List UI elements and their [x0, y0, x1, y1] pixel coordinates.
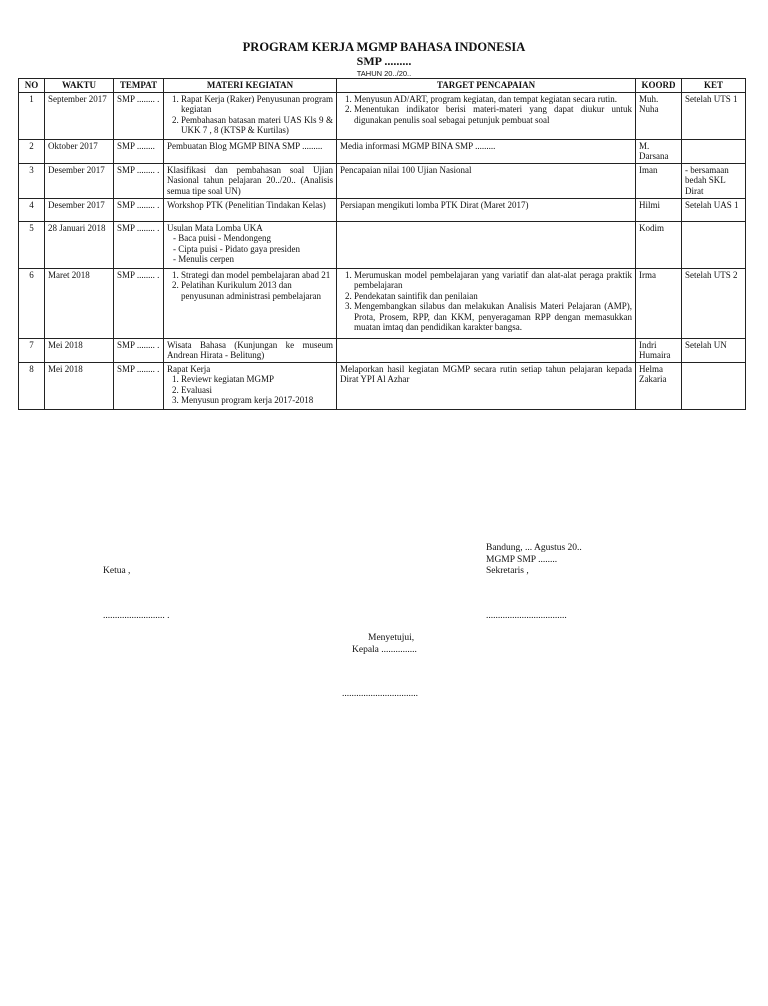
- cell-materi: Klasifikasi dan pembahasan soal Ujian Nasional tahun pelajaran 20../20.. (Analisis semua tipe soal UN): [164, 163, 337, 198]
- list-item: - Baca puisi - Mendongeng: [173, 233, 333, 244]
- cell-koord: Irma: [636, 268, 682, 338]
- cell-materi: Pembuatan Blog MGMP BINA SMP .........: [164, 139, 337, 163]
- header-koord: KOORD: [636, 79, 682, 93]
- cell-tempat: SMP ........ .: [114, 362, 164, 409]
- header-materi: MATERI KEGIATAN: [164, 79, 337, 93]
- cell-tempat: SMP ........: [114, 139, 164, 163]
- cell-koord: Iman: [636, 163, 682, 198]
- cell-materi: Wisata Bahasa (Kunjungan ke museum Andrean Hirata - Belitung): [164, 338, 337, 362]
- document-title: PROGRAM KERJA MGMP BAHASA INDONESIA: [242, 40, 526, 54]
- cell-waktu: Maret 2018: [45, 268, 114, 338]
- program-table: [18, 78, 746, 410]
- sekretaris-signature-line: ..................................: [486, 611, 567, 621]
- table-row: [19, 139, 746, 163]
- list-item: 2. Pembahasan batasan materi UAS Kls 9 & UKK 7 , 8 (KTSP & Kurtilas): [181, 115, 333, 136]
- cell-target: Persiapan mengikuti lomba PTK Dirat (Maret 2017): [337, 198, 636, 221]
- cell-koord: Kodim: [636, 221, 682, 268]
- list-item: 1. Reviewr kegiatan MGMP: [181, 374, 333, 385]
- table-row: [19, 92, 746, 139]
- table-row: [19, 198, 746, 221]
- cell-no: 4: [19, 198, 45, 221]
- cell-target: [337, 268, 636, 338]
- list-item: 2. Menentukan indikator berisi materi-materi yang dapat diukur untuk digunakan penulis soal sebagai petunjuk pembuat soal: [354, 104, 632, 125]
- signature-block-right: [486, 543, 582, 578]
- cell-no: 3: [19, 163, 45, 198]
- cell-no: 1: [19, 92, 45, 139]
- kepala-signature-line: ................................: [342, 689, 418, 699]
- cell-ket: Setelah UTS 1: [682, 92, 746, 139]
- cell-ket: Setelah UAS 1: [682, 198, 746, 221]
- cell-waktu: Desember 2017: [45, 163, 114, 198]
- list-item: 1. Rapat Kerja (Raker) Penyusunan program kegiatan: [181, 94, 333, 115]
- list-item: 1. Merumuskan model pembelajaran yang variatif dan alat-alat peraga praktik pembelajaran: [354, 270, 632, 291]
- cell-target: Pencapaian nilai 100 Ujian Nasional: [337, 163, 636, 198]
- cell-target: [337, 338, 636, 362]
- cell-target: [337, 221, 636, 268]
- list-item: - Cipta puisi - Pidato gaya presiden: [173, 244, 333, 255]
- cell-materi: [164, 92, 337, 139]
- cell-materi: [164, 362, 337, 409]
- cell-target: [337, 92, 636, 139]
- cell-waktu: Oktober 2017: [45, 139, 114, 163]
- list-item: 2. Pelatihan Kurikulum 2013 dan penyusunan administrasi pembelajaran: [181, 280, 333, 301]
- cell-no: 7: [19, 338, 45, 362]
- cell-no: 2: [19, 139, 45, 163]
- list-item: 2. Evaluasi: [181, 385, 333, 396]
- list-item: - Menulis cerpen: [173, 254, 333, 265]
- header-target: TARGET PENCAPAIAN: [337, 79, 636, 93]
- materi-heading: Usulan Mata Lomba UKA: [167, 222, 263, 233]
- cell-waktu: Mei 2018: [45, 338, 114, 362]
- header-ket: KET: [682, 79, 746, 93]
- list-item: - bersamaan bedah SKL Dirat: [685, 165, 742, 197]
- cell-tempat: SMP ........ .: [114, 92, 164, 139]
- list-item: 3. Mengembangkan silabus dan melakukan Analisis Materi Pelajaran (AMP), Prota, Prosem, RPP, dan KKM, penyeragaman RPP dengan memasukkan muatan imtaq dan pendidikan karakter bangsa.: [354, 301, 632, 333]
- cell-waktu: Mei 2018: [45, 362, 114, 409]
- cell-ket: [682, 163, 746, 198]
- cell-no: 6: [19, 268, 45, 338]
- cell-tempat: SMP ........ .: [114, 338, 164, 362]
- list-item: 1. Menyusun AD/ART, program kegiatan, dan tempat kegiatan secara rutin.: [354, 94, 632, 105]
- cell-ket: [682, 362, 746, 409]
- cell-tempat: SMP ........ .: [114, 221, 164, 268]
- cell-waktu: Desember 2017: [45, 198, 114, 221]
- list-item: 2. Pendekatan saintifik dan penilaian: [354, 291, 632, 302]
- materi-heading: Rapat Kerja: [167, 363, 211, 374]
- cell-koord: M. Darsana: [636, 139, 682, 163]
- cell-ket: [682, 221, 746, 268]
- sekretaris-label: Sekretaris ,: [486, 566, 529, 576]
- cell-waktu: September 2017: [45, 92, 114, 139]
- list-item: 3. Menyusun program kerja 2017-2018: [181, 395, 333, 406]
- kepala-label: Kepala ...............: [352, 645, 417, 655]
- cell-no: 8: [19, 362, 45, 409]
- document-subtitle: SMP .........: [356, 54, 412, 68]
- table-row: [19, 163, 746, 198]
- table-row: [19, 268, 746, 338]
- cell-ket: Setelah UTS 2: [682, 268, 746, 338]
- place-date: Bandung, ... Agustus 20..: [486, 543, 582, 553]
- ketua-signature-line: .......................... .: [103, 611, 170, 621]
- menyetujui-label: Menyetujui,: [368, 633, 415, 643]
- cell-koord: Hilmi: [636, 198, 682, 221]
- cell-koord: Muh. Nuha: [636, 92, 682, 139]
- cell-tempat: SMP ........ .: [114, 198, 164, 221]
- cell-koord: Indri Humaira: [636, 338, 682, 362]
- cell-target: Media informasi MGMP BINA SMP .........: [337, 139, 636, 163]
- cell-ket: Setelah UN: [682, 338, 746, 362]
- table-header-row: [19, 79, 746, 93]
- cell-materi: [164, 221, 337, 268]
- cell-target: Melaporkan hasil kegiatan MGMP secara rutin setiap tahun pelajaran kepada Dirat YPI Al Azhar: [337, 362, 636, 409]
- organization: MGMP SMP ........: [486, 554, 558, 565]
- document-year: TAHUN 20../20..: [356, 69, 412, 78]
- list-item: 1. Strategi dan model pembelajaran abad 21: [181, 270, 333, 281]
- cell-waktu: 28 Januari 2018: [45, 221, 114, 268]
- cell-tempat: SMP ........ .: [114, 268, 164, 338]
- table-row: [19, 221, 746, 268]
- header-tempat: TEMPAT: [114, 79, 164, 93]
- table-row: [19, 362, 746, 409]
- cell-materi: Workshop PTK (Penelitian Tindakan Kelas): [164, 198, 337, 221]
- ketua-label: Ketua ,: [103, 566, 131, 576]
- cell-tempat: SMP ........ .: [114, 163, 164, 198]
- cell-koord: Helma Zakaria: [636, 362, 682, 409]
- cell-no: 5: [19, 221, 45, 268]
- table-row: [19, 338, 746, 362]
- cell-ket: [682, 139, 746, 163]
- header-waktu: WAKTU: [45, 79, 114, 93]
- header-no: NO: [19, 79, 45, 93]
- cell-materi: [164, 268, 337, 338]
